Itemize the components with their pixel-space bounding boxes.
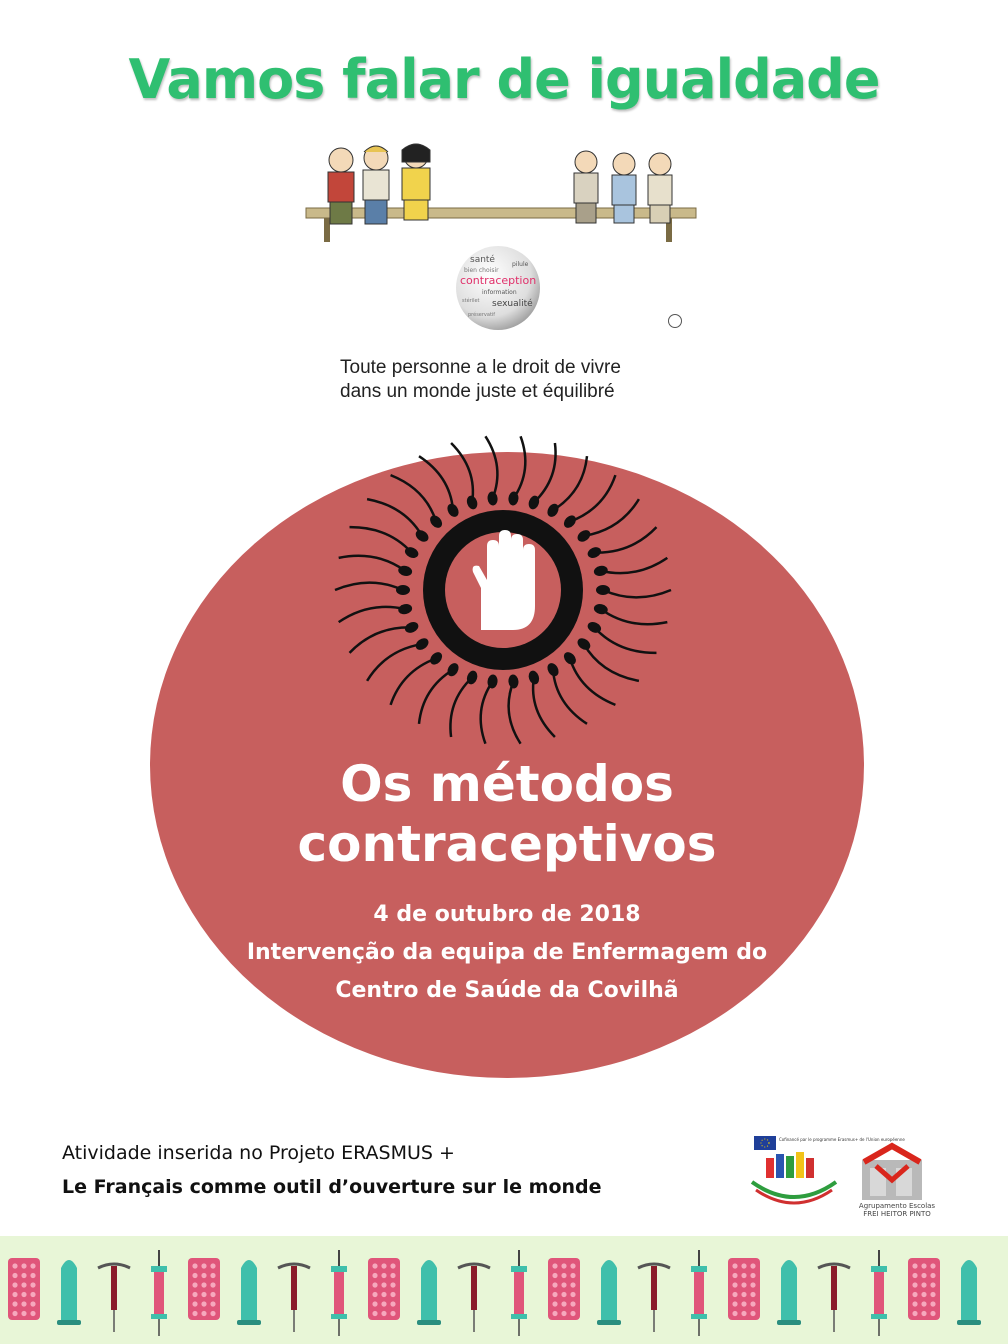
condom-icon xyxy=(777,1260,801,1325)
condom-icon xyxy=(237,1260,261,1325)
tagline-line: Toute personne a le droit de vivre xyxy=(340,357,621,378)
sperm-icon xyxy=(339,556,413,577)
people-on-bench-illustration xyxy=(296,138,696,248)
condom-icon xyxy=(417,1260,441,1325)
globe-word: santé xyxy=(470,255,495,265)
event-location: Centro de Saúde da Covilhã xyxy=(335,978,679,1003)
iud-icon xyxy=(818,1264,850,1332)
sperm-icon xyxy=(481,674,499,744)
iud-icon xyxy=(638,1264,670,1332)
sperm-icon xyxy=(545,456,587,519)
sperm-icon xyxy=(335,583,410,595)
pill-pack-icon xyxy=(188,1258,220,1320)
erasmus-caption: Cofinancé par le programme Erasmus+ de l'Union européenne xyxy=(779,1137,905,1142)
sperm-icon xyxy=(527,669,555,737)
main-heading-line-2: contraceptivos xyxy=(297,815,717,873)
sperm-icon xyxy=(508,674,521,744)
sperm-stop-illustration xyxy=(310,440,696,760)
contraception-word-globe xyxy=(452,244,544,332)
syringe-icon xyxy=(871,1250,887,1336)
sperm-icon xyxy=(339,603,413,622)
syringe-icon xyxy=(511,1250,527,1336)
globe-word: contraception xyxy=(460,274,537,287)
condom-icon xyxy=(57,1260,81,1325)
footer-project-name: Le Français comme outil d’ouverture sur le monde xyxy=(62,1176,602,1198)
globe-word: pilule xyxy=(512,261,529,268)
main-heading-line-1: Os métodos xyxy=(340,755,674,813)
pill-pack-icon xyxy=(548,1258,580,1320)
pill-pack-icon xyxy=(368,1258,400,1320)
syringe-icon xyxy=(331,1250,347,1336)
tagline xyxy=(340,356,621,404)
syringe-icon xyxy=(691,1250,707,1336)
iud-icon xyxy=(98,1264,130,1332)
globe-word: information xyxy=(482,289,517,296)
sperm-icon xyxy=(596,585,671,597)
sperm-icon xyxy=(575,636,639,681)
globe-word: préservatif xyxy=(468,312,496,318)
sperm-icon xyxy=(450,669,479,737)
school-name: Agrupamento Escolas FREI HEITOR PINTO xyxy=(858,1202,936,1218)
globe-word: bien choisir xyxy=(464,267,499,274)
sperm-icon xyxy=(367,636,431,681)
globe-word: sexualité xyxy=(492,299,533,309)
sperm-icon xyxy=(367,499,431,544)
sperm-icon xyxy=(593,603,667,624)
sperm-icon xyxy=(562,650,616,705)
condom-icon xyxy=(597,1260,621,1325)
event-description: Intervenção da equipa de Enfermagem do xyxy=(246,940,768,965)
contraceptive-icons-strip xyxy=(0,1236,1008,1344)
sperm-icon xyxy=(593,558,667,577)
sperm-icon xyxy=(575,499,639,544)
sperm-icon xyxy=(419,661,461,724)
pill-pack-icon xyxy=(8,1258,40,1320)
condom-icon xyxy=(957,1260,981,1325)
footer-project-line: Atividade inserida no Projeto ERASMUS + xyxy=(62,1142,455,1164)
pill-pack-icon xyxy=(728,1258,760,1320)
sperm-icon xyxy=(485,436,498,506)
tagline-line: dans un monde juste et équilibré xyxy=(340,381,615,402)
sperm-icon xyxy=(527,443,556,511)
sperm-icon xyxy=(451,443,479,511)
poster-title: Vamos falar de igualdade xyxy=(128,48,880,111)
syringe-icon xyxy=(151,1250,167,1336)
sperm-icon xyxy=(545,661,587,724)
sperm-icon xyxy=(391,475,445,530)
sperm-icon xyxy=(419,456,461,519)
sperm-icon xyxy=(562,475,616,530)
event-date: 4 de outubro de 2018 xyxy=(373,902,641,927)
copyright-mark xyxy=(668,314,682,328)
sperm-icon xyxy=(391,650,445,705)
pill-pack-icon xyxy=(908,1258,940,1320)
globe-word: stérilet xyxy=(462,298,480,304)
iud-icon xyxy=(278,1264,310,1332)
iud-icon xyxy=(458,1264,490,1332)
sperm-icon xyxy=(508,436,526,506)
